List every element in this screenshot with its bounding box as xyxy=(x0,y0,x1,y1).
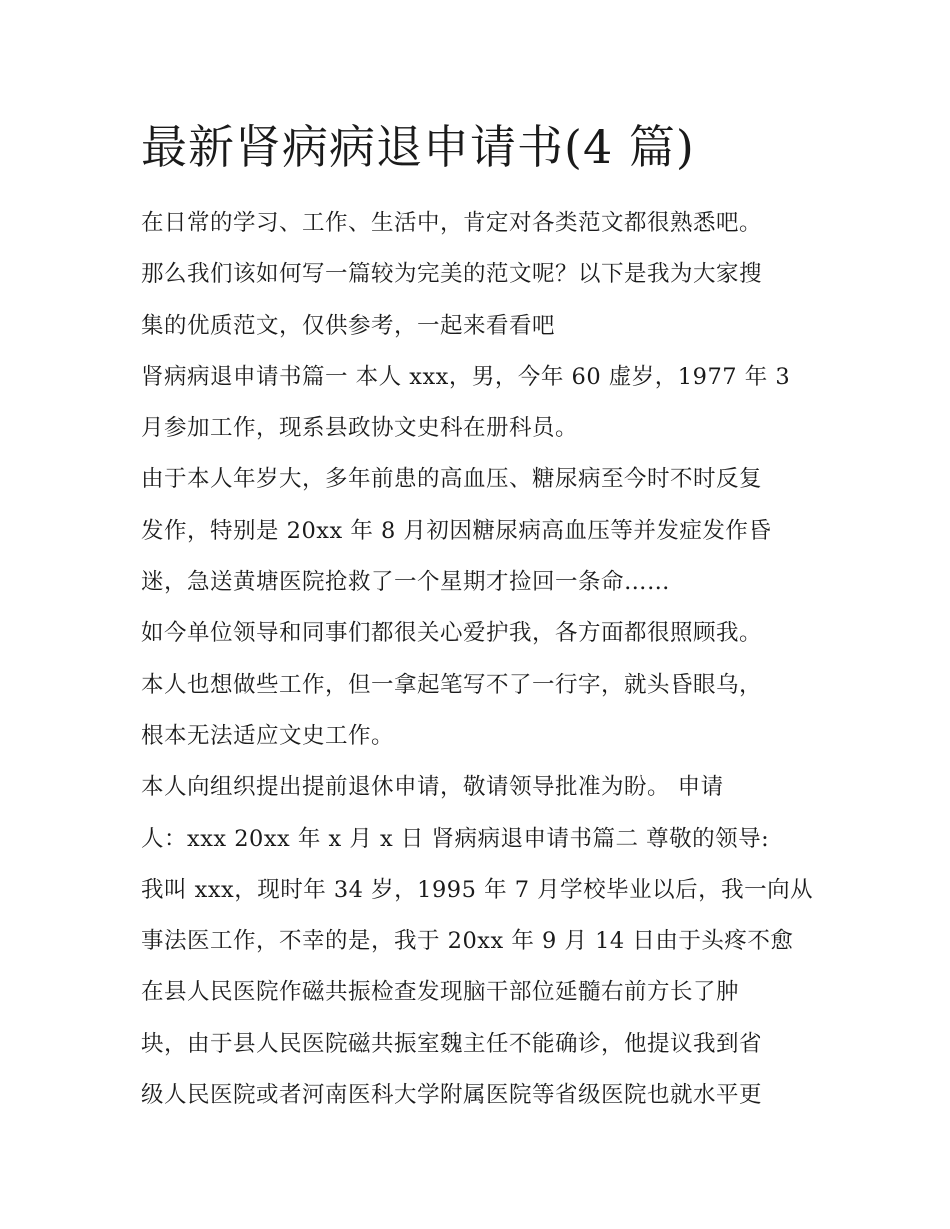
document-title: 最新肾病病退申请书(4 篇) xyxy=(141,120,695,174)
text-line: 集的优质范文，仅供参考，一起来看看吧 xyxy=(141,312,556,339)
text-line: 月参加工作，现系县政协文史科在册科员。 xyxy=(141,415,579,442)
paragraph-health-history xyxy=(141,454,821,608)
text-line: 在县人民医院作磁共振检查发现脑干部位延髓右前方长了肿 xyxy=(141,979,740,1006)
text-line: 本人向组织提出提前退休申请，敬请领导批准为盼。 申请 xyxy=(141,774,724,801)
text-line: 迷，急送黄塘医院抢救了一个星期才捡回一条命…… xyxy=(141,569,671,596)
text-line: 那么我们该如何写一篇较为完美的范文呢？以下是我为大家搜 xyxy=(141,261,763,288)
text-line: 块，由于县人民医院磁共振室魏主任不能确诊，他提议我到省 xyxy=(141,1030,763,1057)
text-line: 事法医工作，不幸的是，我于 20xx 年 9 月 14 日由于头疼不愈 xyxy=(141,928,794,955)
text-line: 发作，特别是 20xx 年 8 月初因糖尿病高血压等并发症发作昏 xyxy=(141,517,772,544)
text-line: 肾病病退申请书篇一 本人 xxx，男，今年 60 虚岁，1977 年 3 xyxy=(141,363,791,390)
text-line: 如今单位领导和同事们都很关心爱护我，各方面都很照顾我。 xyxy=(141,620,763,647)
text-line: 根本无法适应文史工作。 xyxy=(141,722,395,749)
document-page xyxy=(141,112,821,1121)
text-line: 我叫 xxx，现时年 34 岁，1995 年 7 月学校毕业以后，我一向从 xyxy=(141,876,814,903)
paragraph-work-situation xyxy=(141,608,821,762)
text-line: 在日常的学习、工作、生活中，肯定对各类范文都很熟悉吧。 xyxy=(141,210,763,236)
text-line: 级人民医院或者河南医科大学附属医院等省级医院也就水平更 xyxy=(141,1082,763,1109)
text-line: 本人也想做些工作，但一拿起笔写不了一行字，就头昏眼乌， xyxy=(141,671,763,698)
paragraph-letter-one-intro xyxy=(141,352,821,455)
paragraph-intro xyxy=(141,198,821,352)
paragraph-request-and-letter-two xyxy=(141,762,821,1121)
text-line: 由于本人年岁大，多年前患的高血压、糖尿病至今时不时反复 xyxy=(141,466,763,493)
text-line: 人：xxx 20xx 年 x 月 x 日 肾病病退申请书篇二 尊敬的领导: xyxy=(141,825,770,852)
